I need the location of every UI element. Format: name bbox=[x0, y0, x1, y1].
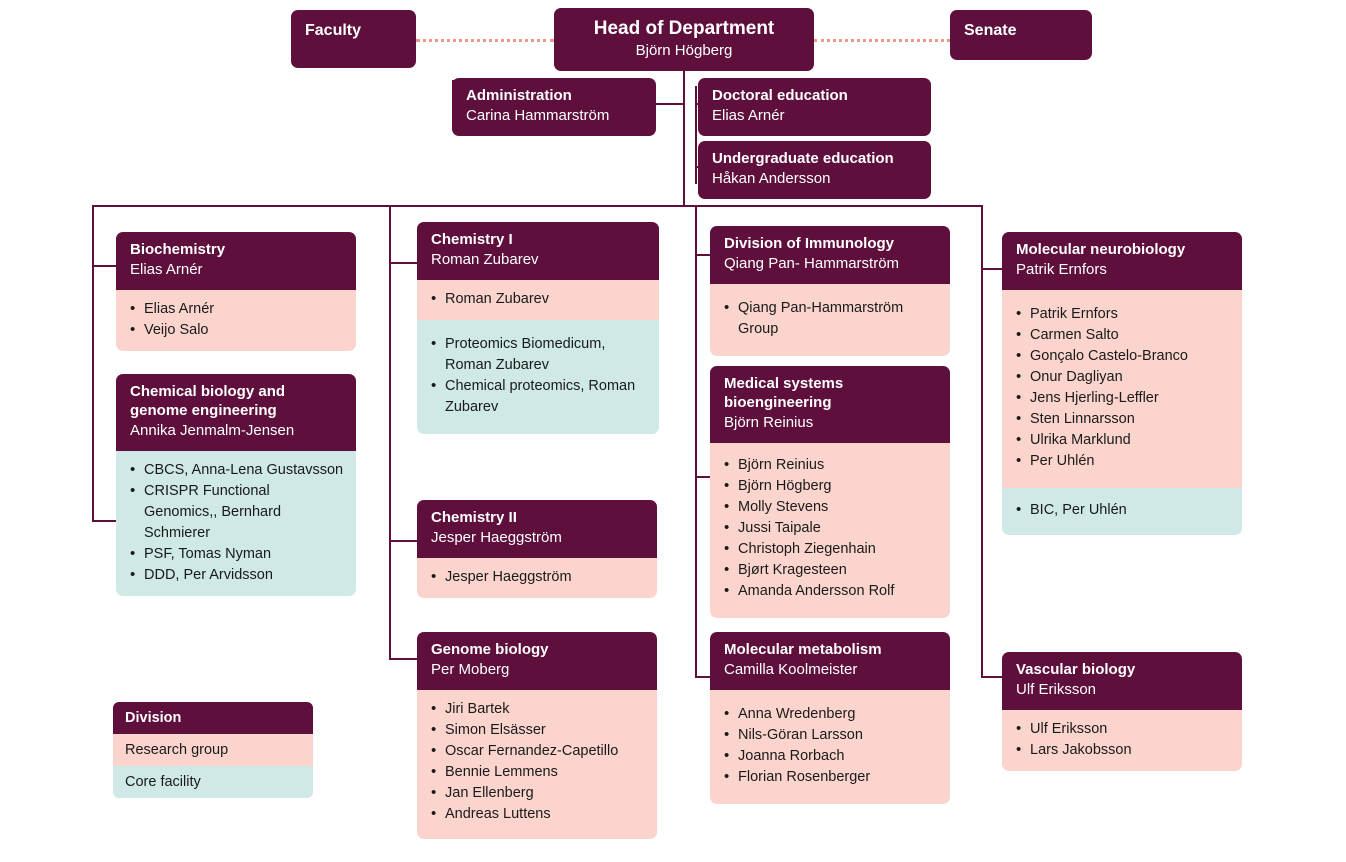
vascular-groups bbox=[1002, 710, 1242, 771]
list-item: • Gonçalo Castelo-Branco bbox=[1014, 346, 1230, 367]
undergraduate-education-box[interactable] bbox=[698, 141, 931, 199]
list-item: • DDD, Per Arvidsson bbox=[128, 565, 344, 586]
unit-vascular-biology[interactable] bbox=[1002, 652, 1242, 771]
chembio-header bbox=[116, 374, 356, 451]
list-item: • Veijo Salo bbox=[128, 320, 344, 341]
connector-faculty-head bbox=[416, 39, 554, 42]
list-item: • CRISPR Functional Genomics,, Bernhard Schmierer bbox=[128, 481, 344, 544]
head-of-department-title: Head of Department bbox=[593, 18, 775, 39]
unit-genome-biology[interactable] bbox=[417, 632, 657, 839]
group-list bbox=[722, 455, 938, 602]
chemistry1-facilities bbox=[417, 320, 659, 434]
legend-division-label: Division bbox=[113, 702, 313, 734]
faculty-label: Faculty bbox=[305, 22, 362, 39]
legend bbox=[113, 702, 313, 798]
list-item: • Bjørt Kragesteen bbox=[722, 560, 938, 581]
biochemistry-person: Elias Arnér bbox=[130, 260, 203, 278]
list-item: • Per Uhlén bbox=[1014, 451, 1230, 472]
group-list bbox=[722, 704, 938, 788]
connector-chembio bbox=[92, 520, 116, 522]
list-item: • Amanda Andersson Rolf bbox=[722, 581, 938, 602]
genome-biology-person: Per Moberg bbox=[431, 660, 510, 678]
legend-research-group-label: Research group bbox=[113, 734, 313, 766]
list-item: • Molly Stevens bbox=[722, 497, 938, 518]
list-item: • BIC, Per Uhlén bbox=[1014, 500, 1230, 521]
connector-right-riser bbox=[981, 205, 983, 677]
msb-groups bbox=[710, 443, 950, 618]
connector-head-spine bbox=[683, 64, 685, 206]
molneuro-groups bbox=[1002, 290, 1242, 488]
list-item: • Björn Reinius bbox=[722, 455, 938, 476]
chembio-person: Annika Jenmalm-Jensen bbox=[130, 421, 295, 439]
unit-chemistry-1[interactable] bbox=[417, 222, 659, 434]
list-item: • Qiang Pan-Hammarström Group bbox=[722, 298, 938, 340]
chemistry2-person: Jesper Haeggström bbox=[431, 528, 562, 546]
list-item: • Jiri Bartek bbox=[429, 699, 645, 720]
molneuro-person: Patrik Ernfors bbox=[1016, 260, 1107, 278]
administration-box[interactable] bbox=[452, 78, 656, 136]
senate-label: Senate bbox=[964, 22, 1017, 39]
connector-edu-v bbox=[695, 86, 697, 184]
genome-biology-title: Genome biology bbox=[431, 641, 549, 658]
senate-box[interactable] bbox=[950, 10, 1092, 60]
connector-genome bbox=[389, 658, 417, 660]
connector-chem-riser bbox=[389, 205, 391, 660]
molmetab-groups bbox=[710, 690, 950, 804]
connector-biochemistry bbox=[92, 265, 116, 267]
connector-chemistry1 bbox=[389, 262, 417, 264]
connector-bus bbox=[92, 205, 982, 207]
administration-header bbox=[452, 78, 656, 136]
unit-chemistry-2[interactable] bbox=[417, 500, 657, 598]
chemistry2-groups bbox=[417, 558, 657, 598]
list-item: • Sten Linnarsson bbox=[1014, 409, 1230, 430]
list-item: • Björn Högberg bbox=[722, 476, 938, 497]
molmetab-title: Molecular metabolism bbox=[724, 641, 882, 658]
chemistry2-title: Chemistry II bbox=[431, 509, 517, 526]
group-list bbox=[1014, 304, 1230, 472]
group-list bbox=[429, 567, 645, 588]
immunology-title: Division of Immunology bbox=[724, 235, 895, 252]
connector-mid-riser bbox=[695, 205, 697, 677]
chemistry1-title: Chemistry I bbox=[431, 231, 513, 248]
chembio-facilities bbox=[116, 451, 356, 596]
biochemistry-header bbox=[116, 232, 356, 290]
immunology-person: Qiang Pan- Hammarström bbox=[724, 254, 900, 272]
chemistry1-header bbox=[417, 222, 659, 280]
connector-chemistry2 bbox=[389, 540, 417, 542]
group-list bbox=[1014, 719, 1230, 761]
list-item: • Lars Jakobsson bbox=[1014, 740, 1230, 761]
molneuro-title: Molecular neurobiology bbox=[1016, 241, 1186, 258]
administration-person: Carina Hammarström bbox=[466, 106, 610, 124]
undergraduate-education-person: Håkan Andersson bbox=[712, 169, 831, 187]
facility-list bbox=[1014, 500, 1230, 521]
list-item: • Carmen Salto bbox=[1014, 325, 1230, 346]
unit-chemical-biology-genome-engineering[interactable] bbox=[116, 374, 356, 596]
biochemistry-title: Biochemistry bbox=[130, 241, 226, 258]
unit-molecular-metabolism[interactable] bbox=[710, 632, 950, 804]
msb-person: Björn Reinius bbox=[724, 413, 814, 431]
list-item: • Christoph Ziegenhain bbox=[722, 539, 938, 560]
head-of-department-person: Björn Högberg bbox=[635, 41, 733, 59]
vascular-header bbox=[1002, 652, 1242, 710]
facility-list bbox=[128, 460, 344, 586]
genome-biology-header bbox=[417, 632, 657, 690]
list-item: • Nils-Göran Larsson bbox=[722, 725, 938, 746]
msb-header bbox=[710, 366, 950, 443]
list-item: • Oscar Fernandez-Capetillo bbox=[429, 741, 645, 762]
list-item: • Andreas Luttens bbox=[429, 804, 645, 825]
undergraduate-education-title: Undergraduate education bbox=[712, 150, 894, 167]
unit-immunology[interactable] bbox=[710, 226, 950, 356]
molneuro-header bbox=[1002, 232, 1242, 290]
list-item: • Jens Hjerling-Leffler bbox=[1014, 388, 1230, 409]
faculty-box[interactable] bbox=[291, 10, 416, 68]
molmetab-person: Camilla Koolmeister bbox=[724, 660, 858, 678]
list-item: • Florian Rosenberger bbox=[722, 767, 938, 788]
list-item: • PSF, Tomas Nyman bbox=[128, 544, 344, 565]
biochemistry-groups bbox=[116, 290, 356, 351]
list-item: • Simon Elsässer bbox=[429, 720, 645, 741]
unit-molecular-neurobiology[interactable] bbox=[1002, 232, 1242, 535]
undergraduate-education-header bbox=[698, 141, 931, 199]
list-item: • CBCS, Anna-Lena Gustavsson bbox=[128, 460, 344, 481]
legend-core-facility-label: Core facility bbox=[113, 766, 313, 798]
list-item: • Roman Zubarev bbox=[429, 289, 647, 310]
list-item: • Ulrika Marklund bbox=[1014, 430, 1230, 451]
vascular-title: Vascular biology bbox=[1016, 661, 1136, 678]
doctoral-education-box[interactable] bbox=[698, 78, 931, 136]
list-item: • Elias Arnér bbox=[128, 299, 344, 320]
doctoral-education-title: Doctoral education bbox=[712, 87, 848, 104]
group-list bbox=[128, 299, 344, 341]
head-of-department-header bbox=[554, 8, 814, 71]
doctoral-education-person: Elias Arnér bbox=[712, 106, 785, 124]
list-item: • Bennie Lemmens bbox=[429, 762, 645, 783]
connector-head-senate bbox=[814, 39, 950, 42]
head-of-department-box[interactable] bbox=[554, 8, 814, 71]
list-item: • Joanna Rorbach bbox=[722, 746, 938, 767]
chemistry2-header bbox=[417, 500, 657, 558]
list-item: • Chemical proteomics, Roman Zubarev bbox=[429, 376, 647, 418]
molneuro-facilities bbox=[1002, 488, 1242, 535]
facility-list bbox=[429, 334, 647, 418]
molmetab-header bbox=[710, 632, 950, 690]
chemistry1-groups bbox=[417, 280, 659, 320]
list-item: • Ulf Eriksson bbox=[1014, 719, 1230, 740]
immunology-groups bbox=[710, 284, 950, 356]
unit-biochemistry[interactable] bbox=[116, 232, 356, 351]
list-item: • Proteomics Biomedicum, Roman Zubarev bbox=[429, 334, 647, 376]
list-item: • Anna Wredenberg bbox=[722, 704, 938, 725]
group-list bbox=[429, 289, 647, 310]
chembio-title: Chemical biology and genome engineering bbox=[130, 383, 286, 419]
list-item: • Jesper Haeggström bbox=[429, 567, 645, 588]
connector-left-riser bbox=[92, 205, 94, 521]
vascular-person: Ulf Eriksson bbox=[1016, 680, 1097, 698]
group-list bbox=[722, 298, 938, 340]
doctoral-education-header bbox=[698, 78, 931, 136]
genome-biology-groups bbox=[417, 690, 657, 839]
list-item: • Jussi Taipale bbox=[722, 518, 938, 539]
administration-title: Administration bbox=[466, 87, 572, 104]
msb-title: Medical systems bioengineering bbox=[724, 375, 844, 411]
list-item: • Patrik Ernfors bbox=[1014, 304, 1230, 325]
unit-medical-systems-bioengineering[interactable] bbox=[710, 366, 950, 618]
list-item: • Jan Ellenberg bbox=[429, 783, 645, 804]
list-item: • Onur Dagliyan bbox=[1014, 367, 1230, 388]
chemistry1-person: Roman Zubarev bbox=[431, 250, 539, 268]
group-list bbox=[429, 699, 645, 825]
immunology-header bbox=[710, 226, 950, 284]
